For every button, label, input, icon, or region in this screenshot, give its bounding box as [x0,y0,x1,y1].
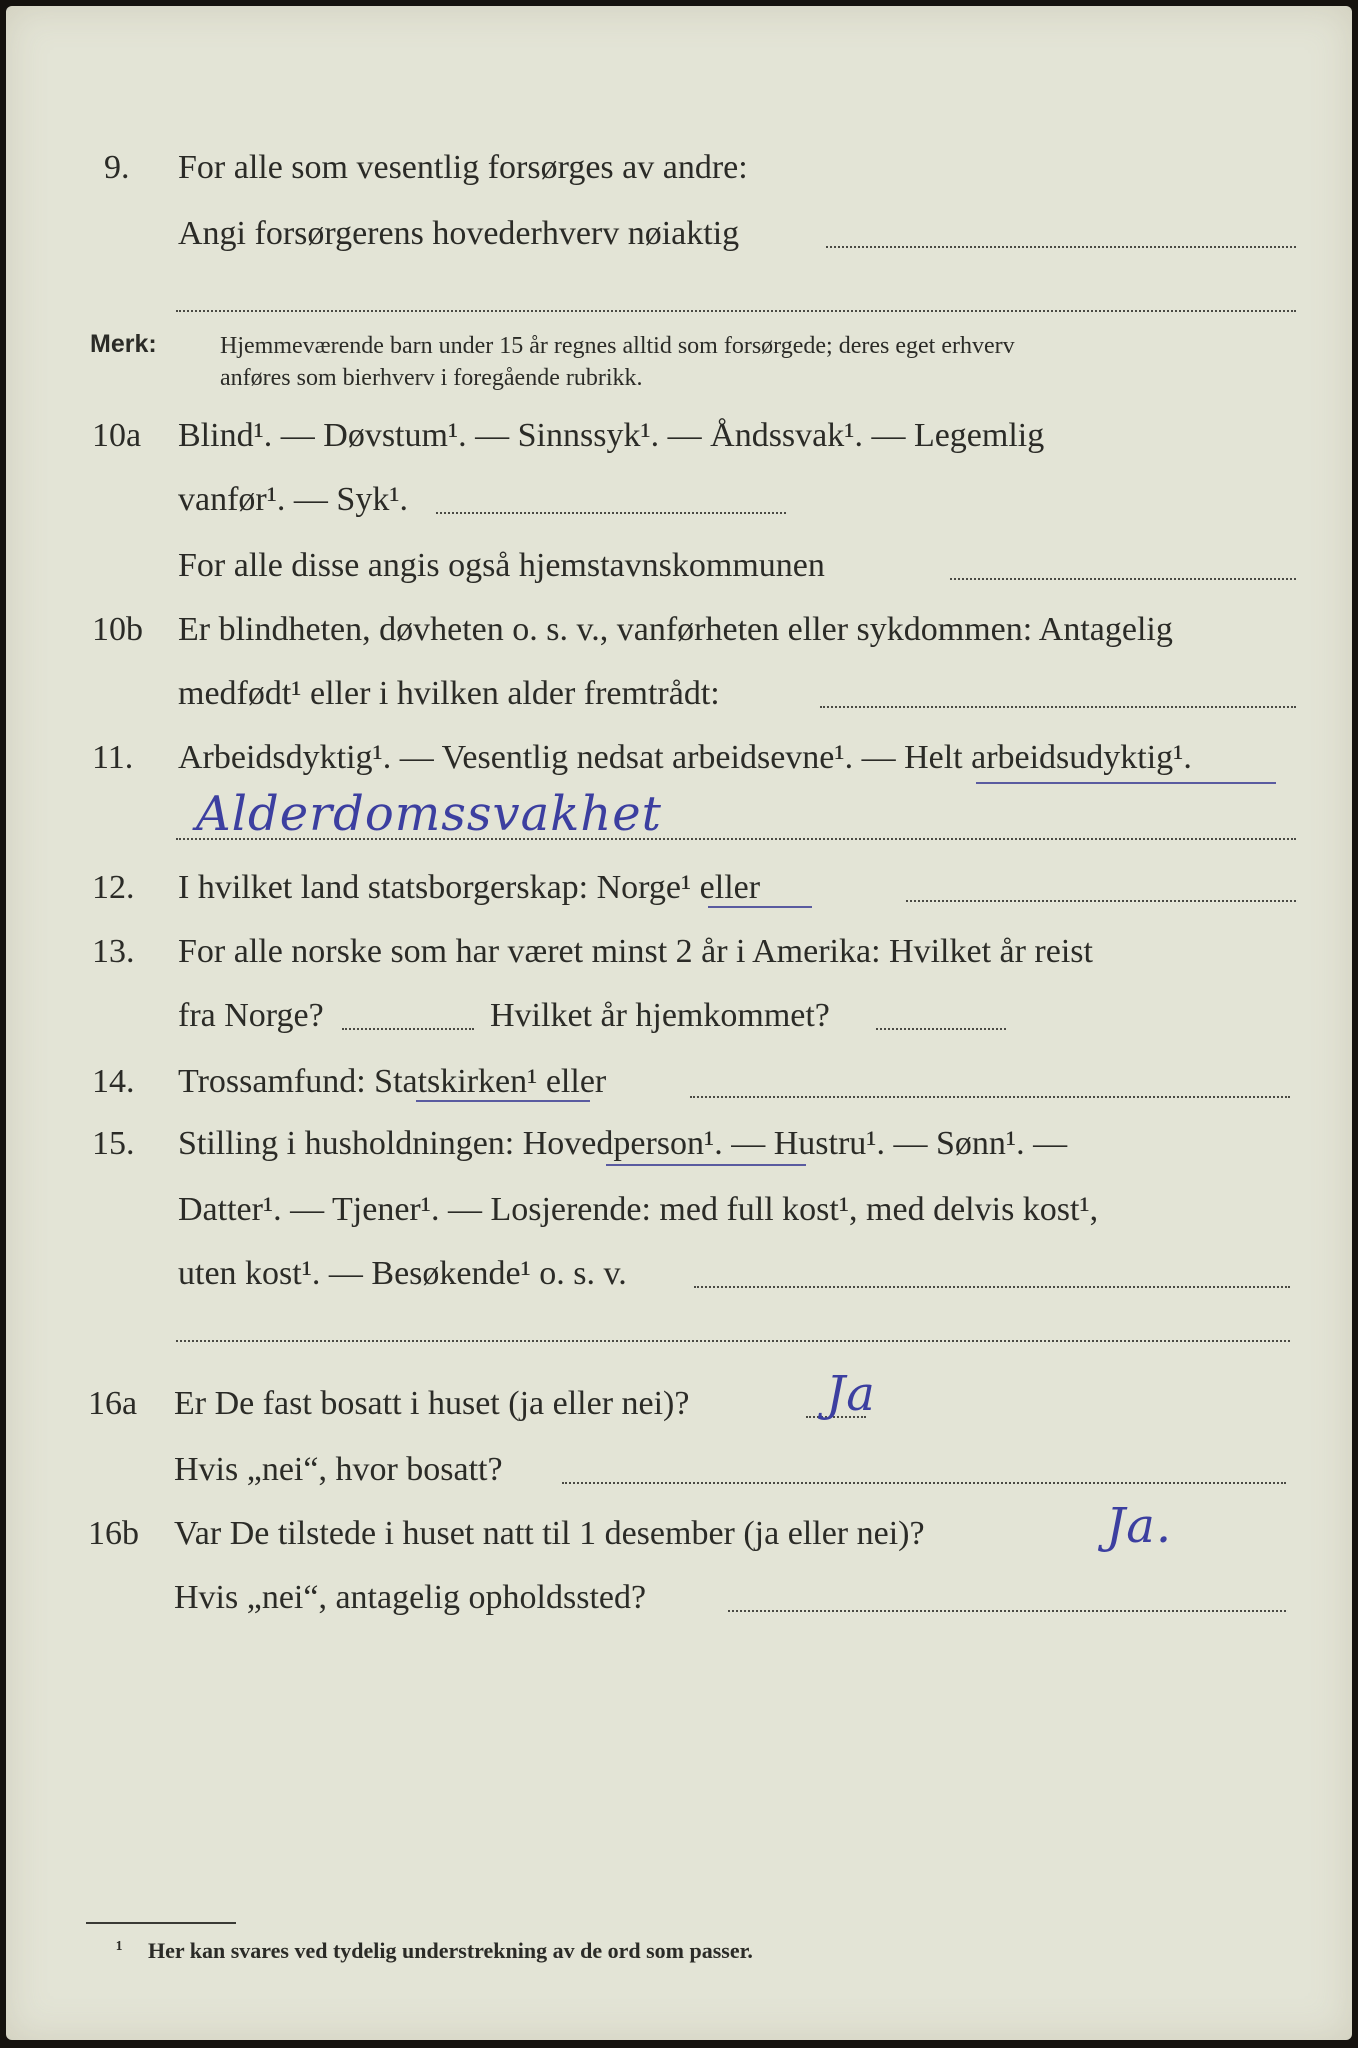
q11-fill-line [176,838,1296,840]
q10b-line1: Er blindheten, døvheten o. s. v., vanførheten eller sykdommen: Antagelig [178,611,1173,648]
q13-line2b: Hvilket år hjemkommet? [490,997,830,1034]
q14-underline-marking [416,1100,590,1102]
q10a-fill-line-2 [950,578,1296,580]
q9-fill-line-2 [176,310,1296,312]
q12-line1: I hvilket land statsborgerskap: Norge¹ eller [178,869,761,906]
footnote-text: Her kan svares ved tydelig understrekning av de ord som passer. [148,1938,753,1963]
q16a-fill-line-2 [562,1482,1286,1484]
q10b-fill-line [820,706,1296,708]
q10a-fill-line [436,512,786,514]
footnote-mark: ¹ [116,1936,123,1961]
q15-line1: Stilling i husholdningen: Hovedperson¹. — Hustru¹. — Sønn¹. — [178,1125,1068,1162]
q16a-line2: Hvis „nei“, hvor bosatt? [174,1451,503,1488]
q16a-handwritten-answer: Ja [826,1366,876,1422]
q16a-number: 16a [88,1385,138,1422]
merk-line1: Hjemmeværende barn under 15 år regnes alltid som forsørgede; deres eget erhverv [220,333,1015,359]
q12-number: 12. [92,869,135,906]
q12-fill-line [906,900,1296,902]
q16b-line2: Hvis „nei“, antagelig opholdssted? [174,1579,647,1616]
q13-line1: For alle norske som har været minst 2 år i Amerika: Hvilket år reist [178,933,1093,970]
footnote-rule [86,1922,236,1924]
q9-fill-line [826,246,1296,248]
q16a-line1: Er De fast bosatt i huset (ja eller nei)? [174,1385,690,1422]
q10a-number: 10a [92,417,142,454]
q10a-line3: For alle disse angis også hjemstavnskommunen [178,547,825,584]
q9-line1: For alle som vesentlig forsørges av andre: [178,149,748,186]
q16b-number: 16b [88,1515,139,1552]
q14-number: 14. [92,1063,135,1100]
q14-fill-line [690,1096,1290,1098]
q13-line2a: fra Norge? [178,997,324,1034]
q15-fill-line [694,1286,1290,1288]
q16b-handwritten-answer: Ja. [1106,1498,1173,1554]
q16b-line1: Var De tilstede i huset natt til 1 desember (ja eller nei)? [174,1515,925,1552]
q10b-line2: medfødt¹ eller i hvilken alder fremtrådt: [178,675,720,712]
q14-line1: Trossamfund: Statskirken¹ eller [178,1063,607,1100]
q10a-line1: Blind¹. — Døvstum¹. — Sinnssyk¹. — Åndssvak¹. — Legemlig [178,417,1045,454]
q11-line1: Arbeidsdyktig¹. — Vesentlig nedsat arbeidsevne¹. — Helt arbeidsudyktig¹. [178,739,1192,776]
q13-fill-line-a [342,1028,474,1030]
q13-fill-line-b [876,1028,1006,1030]
q15-line3: uten kost¹. — Besøkende¹ o. s. v. [178,1255,627,1292]
q13-number: 13. [92,933,135,970]
q9-line2: Angi forsørgerens hovederhverv nøiaktig [178,215,740,252]
q15-underline-marking [606,1164,806,1166]
merk-line2: anføres som bierhverv i foregående rubrikk. [220,365,643,391]
q11-underline-marking [976,782,1276,784]
q12-underline-marking [708,906,812,908]
q9-number: 9. [104,149,130,186]
census-form-page [6,6,1352,2040]
q15-fill-line-2 [176,1340,1290,1342]
merk-label: Merk: [90,330,157,358]
q10a-line2: vanfør¹. — Syk¹. [178,481,409,518]
q11-number: 11. [92,739,134,776]
q15-number: 15. [92,1125,135,1162]
q11-handwritten-answer: Alderdomssvakhet [196,786,662,842]
q15-line2: Datter¹. — Tjener¹. — Losjerende: med full kost¹, med delvis kost¹, [178,1191,1099,1228]
q16b-fill-line [728,1610,1286,1612]
q10b-number: 10b [92,611,143,648]
